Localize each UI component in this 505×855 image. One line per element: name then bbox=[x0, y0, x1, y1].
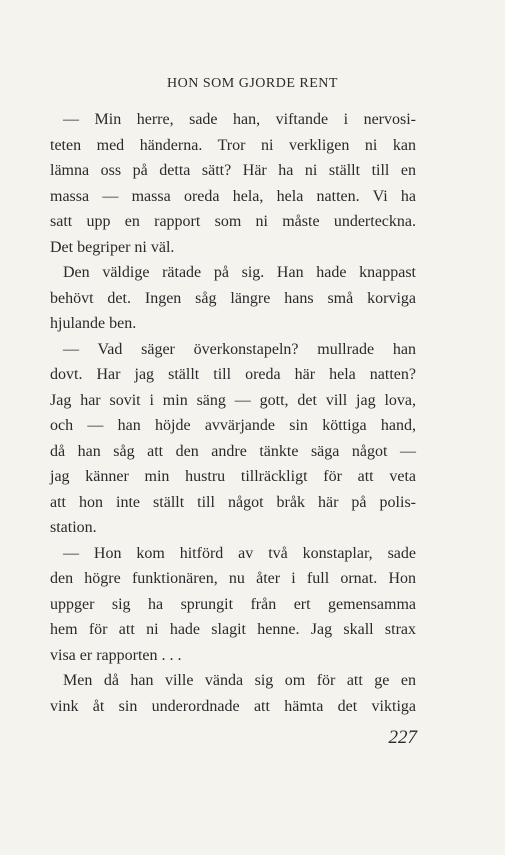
text-line: och — han höjde avvärjande sin köttiga hand, bbox=[50, 417, 416, 434]
body-text bbox=[50, 107, 416, 719]
text-line: den högre funktionären, nu åter i full ornat. Hon bbox=[50, 570, 416, 587]
text-line: lämna oss på detta sätt? Här ha ni ställt till en bbox=[50, 162, 416, 179]
text-line: — Vad säger överkonstapeln? mullrade han bbox=[63, 340, 416, 358]
text-line: då han såg att den andre tänkte säga något — bbox=[50, 442, 416, 460]
text-line: Det begriper ni väl. bbox=[50, 238, 175, 256]
text-line: jag känner min hustru tillräckligt för att veta bbox=[50, 468, 416, 485]
text-line: — Hon kom hitförd av två konstaplar, sade bbox=[63, 544, 416, 562]
text-line: Men då han ville vända sig om för att ge en bbox=[63, 672, 416, 689]
text-line: massa — massa oreda hela, hela natten. Vi ha bbox=[50, 187, 416, 205]
text-line: dovt. Har jag ställt till oreda här hela natten? bbox=[50, 366, 416, 383]
text-line: Den väldige rätade på sig. Han hade knappast bbox=[63, 264, 416, 281]
text-line: visa er rapporten . . . bbox=[50, 646, 182, 664]
page-number: 227 bbox=[388, 727, 417, 748]
text-line: behövt det. Ingen såg längre hans små korviga bbox=[50, 289, 416, 307]
text-line: teten med händerna. Tror ni verkligen ni kan bbox=[50, 136, 416, 154]
text-line: Jag har sovit i min säng — gott, det vill jag lova, bbox=[50, 391, 416, 409]
text-line: station. bbox=[50, 519, 97, 536]
text-line: hjulande ben. bbox=[50, 315, 137, 332]
text-line: — Min herre, sade han, viftande i nervosi- bbox=[63, 111, 416, 128]
text-line: vink åt sin underordnade att hämta det viktiga bbox=[50, 697, 416, 715]
text-line: att hon inte ställt till något bråk här på polis- bbox=[50, 493, 416, 511]
text-line: hem för att ni hade slagit henne. Jag skall strax bbox=[50, 621, 416, 638]
text-line: satt upp en rapport som ni måste underteckna. bbox=[50, 213, 416, 230]
text-line: uppger sig ha sprungit från ert gemensamma bbox=[50, 595, 416, 613]
running-head: HON SOM GJORDE RENT bbox=[167, 76, 338, 91]
